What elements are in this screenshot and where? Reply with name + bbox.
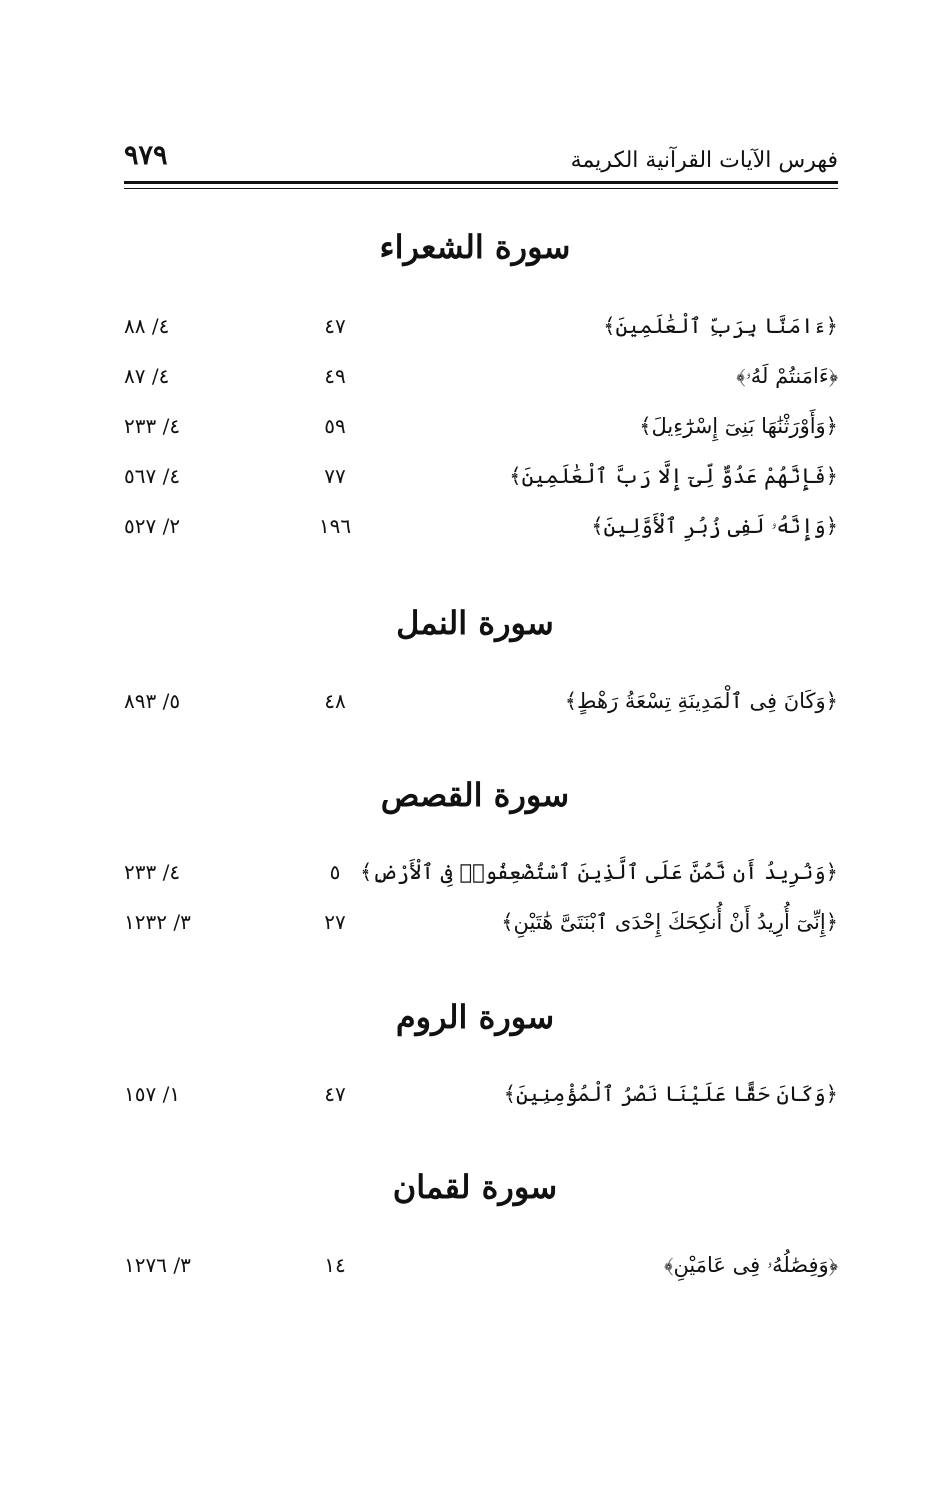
verse-text: ﴿إِنِّىٓ أُرِيدُ أَنْ أُنكِحَكَ إِحْدَى ٱبْنَتَىَّ هَٰتَيْنِ﴾ bbox=[501, 910, 838, 934]
verse-text: ﴿وَأَوْرَثْنَٰهَا بَنِىٓ إِسْرَٰٓءِيلَ﴾ bbox=[639, 414, 838, 438]
volume-page-ref: ٣/ ١٢٣٢ bbox=[124, 910, 191, 934]
ayah-number: ٤٧ bbox=[324, 1082, 346, 1106]
volume-page-ref: ٤/ ٢٣٣ bbox=[124, 860, 181, 884]
index-entry bbox=[0, 1246, 950, 1284]
verse-text: ﴿وَنُرِيدُ أَن نَّمُنَّ عَلَى ٱلَّذِينَ ٱسْتُضْعِفُوا۟ فِى ٱلْأَرْضِ﴾ bbox=[360, 860, 838, 884]
index-entry bbox=[0, 507, 950, 545]
volume-page-ref: ٤/ ٥٦٧ bbox=[124, 464, 181, 488]
volume-page-ref: ٤/ ٢٣٣ bbox=[124, 414, 181, 438]
ayah-number: ٢٧ bbox=[324, 910, 346, 934]
volume-page-ref: ٤/ ٨٨ bbox=[124, 314, 170, 338]
verse-text: ﴿وَإِنَّهُۥ لَفِى زُبُرِ ٱلْأَوَّلِينَ﴾ bbox=[591, 514, 838, 538]
verse-text: ﴿ءَامَنَّا بِرَبِّ ٱلْعَٰلَمِينَ﴾ bbox=[603, 314, 838, 338]
index-entry bbox=[0, 407, 950, 445]
running-header-title: فهرس الآيات القرآنية الكريمة bbox=[570, 148, 838, 173]
verse-text: ﴿وَفِصَٰلُهُۥ فِى عَامَيْنِ﴾ bbox=[664, 1253, 838, 1277]
index-entry bbox=[0, 903, 950, 941]
ayah-number: ٤٩ bbox=[324, 364, 346, 388]
index-entry bbox=[0, 1075, 950, 1113]
ayah-number: ٥ bbox=[329, 860, 341, 884]
volume-page-ref: ٣/ ١٢٧٦ bbox=[124, 1253, 191, 1277]
ayah-number: ٥٩ bbox=[324, 414, 346, 438]
verse-text: ﴿وَكَانَ حَقًّا عَلَيْنَا نَصْرُ ٱلْمُؤْمِنِينَ﴾ bbox=[503, 1082, 838, 1106]
verse-text: ﴿فَإِنَّهُمْ عَدُوٌّ لِّىٓ إِلَّا رَبَّ ٱلْعَٰلَمِينَ﴾ bbox=[509, 464, 838, 488]
surah-heading: سورة الشعراء bbox=[379, 228, 571, 266]
volume-page-ref: ٥/ ٨٩٣ bbox=[124, 689, 181, 713]
surah-heading: سورة الروم bbox=[395, 998, 555, 1036]
ayah-number: ١٤ bbox=[324, 1253, 346, 1277]
ayah-number: ٤٨ bbox=[324, 689, 346, 713]
surah-heading: سورة لقمان bbox=[392, 1168, 558, 1206]
ayah-number: ١٩٦ bbox=[318, 514, 352, 538]
header-rule-thin bbox=[124, 188, 838, 189]
surah-heading: سورة القصص bbox=[380, 776, 570, 814]
index-entry bbox=[0, 682, 950, 720]
surah-heading: سورة النمل bbox=[396, 604, 554, 642]
volume-page-ref: ٢/ ٥٢٧ bbox=[124, 514, 181, 538]
page-number: ٩٧٩ bbox=[124, 140, 168, 171]
header-rule-thick bbox=[124, 181, 838, 184]
index-entry bbox=[0, 457, 950, 495]
volume-page-ref: ٤/ ٨٧ bbox=[124, 364, 170, 388]
verse-text: ﴿وَكَانَ فِى ٱلْمَدِينَةِ تِسْعَةُ رَهْطٍ﴾ bbox=[564, 689, 838, 713]
ayah-number: ٧٧ bbox=[324, 464, 346, 488]
volume-page-ref: ١/ ١٥٧ bbox=[124, 1082, 181, 1106]
ayah-number: ٤٧ bbox=[324, 314, 346, 338]
verse-text: ﴿ءَامَنتُمْ لَهُۥ﴾ bbox=[736, 364, 838, 388]
index-entry bbox=[0, 357, 950, 395]
index-entry bbox=[0, 853, 950, 891]
index-entry bbox=[0, 307, 950, 345]
